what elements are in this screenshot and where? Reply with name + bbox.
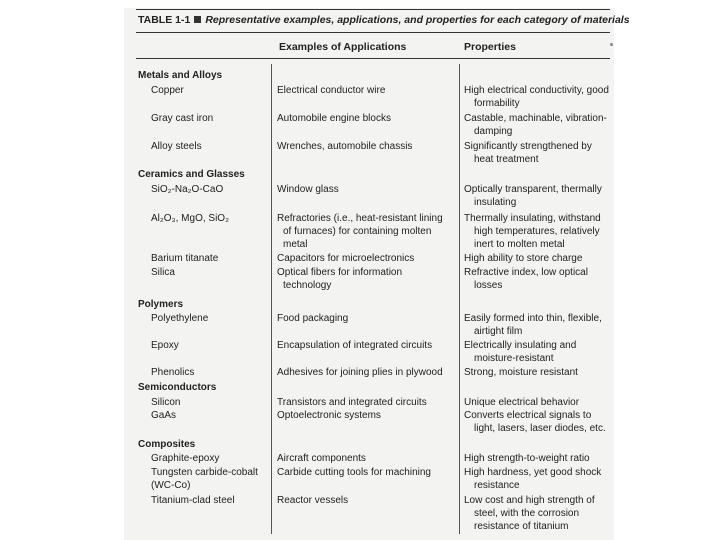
caption-rule <box>136 32 610 33</box>
application-cell: Food packaging <box>277 313 349 324</box>
application-cell: Adhesives for joining plies in plywood <box>277 367 443 378</box>
properties-cell: steel, with the corrosion <box>474 508 580 519</box>
table-caption <box>138 14 630 26</box>
properties-cell: inert to molten metal <box>474 239 565 250</box>
material-cell: Silica <box>151 267 175 278</box>
properties-cell: damping <box>474 126 513 137</box>
application-cell: Capacitors for microelectronics <box>277 253 415 264</box>
material-cell: Gray cast iron <box>151 113 214 124</box>
application-cell: metal <box>283 239 308 250</box>
material-cell: Polyethylene <box>151 313 209 324</box>
properties-cell: Castable, machinable, vibration- <box>464 113 607 124</box>
material-cell: (WC-Co) <box>151 480 191 491</box>
application-cell: Transistors and integrated circuits <box>277 397 427 408</box>
category-heading: Metals and Alloys <box>138 70 223 81</box>
material-cell: Silicon <box>151 397 181 408</box>
properties-cell: High strength-to-weight ratio <box>464 453 590 464</box>
properties-cell: resistance <box>474 480 520 491</box>
application-cell: Optoelectronic systems <box>277 410 381 421</box>
properties-cell: High ability to store charge <box>464 253 583 264</box>
header-properties: Properties <box>464 41 516 53</box>
application-cell: of furnaces) for containing molten <box>283 226 432 237</box>
material-cell: Al₂O₃, MgO, SiO₂ <box>151 213 229 224</box>
material-cell: Epoxy <box>151 340 179 351</box>
properties-cell: moisture-resistant <box>474 353 554 364</box>
properties-cell: heat treatment <box>474 154 539 165</box>
properties-cell: losses <box>474 280 503 291</box>
application-cell: technology <box>283 280 332 291</box>
category-heading: Ceramics and Glasses <box>138 169 245 180</box>
material-cell: Titanium-clad steel <box>151 495 235 506</box>
properties-cell: formability <box>474 98 520 109</box>
material-cell: Copper <box>151 85 184 96</box>
properties-cell: Refractive index, low optical <box>464 267 588 278</box>
header-rule <box>136 58 610 59</box>
column-divider-2 <box>459 64 460 534</box>
properties-cell: Optically transparent, thermally <box>464 184 602 195</box>
properties-cell: insulating <box>474 197 517 208</box>
column-divider-1 <box>271 64 272 534</box>
application-cell: Refractories (i.e., heat-resistant lining <box>277 213 443 224</box>
material-cell: Graphite-epoxy <box>151 453 220 464</box>
table-title: Representative examples, applications, and properties for each category of materials <box>205 14 630 26</box>
top-rule <box>136 9 610 10</box>
properties-cell: light, lasers, laser diodes, etc. <box>474 423 606 434</box>
table-number: TABLE 1-1 <box>138 14 191 26</box>
properties-cell: Strong, moisture resistant <box>464 367 578 378</box>
properties-cell: Easily formed into thin, flexible, <box>464 313 602 324</box>
header-applications: Examples of Applications <box>279 41 407 53</box>
category-heading: Composites <box>138 439 196 450</box>
application-cell: Automobile engine blocks <box>277 113 391 124</box>
category-heading: Semiconductors <box>138 382 217 393</box>
properties-cell: Unique electrical behavior <box>464 397 580 408</box>
material-cell: Barium titanate <box>151 253 219 264</box>
material-cell: Phenolics <box>151 367 195 378</box>
properties-cell: Low cost and high strength of <box>464 495 595 506</box>
application-cell: Carbide cutting tools for machining <box>277 467 431 478</box>
properties-cell: Converts electrical signals to <box>464 410 592 421</box>
properties-cell: airtight film <box>474 326 523 337</box>
properties-cell: Thermally insulating, withstand <box>464 213 601 224</box>
properties-cell: resistance of titanium <box>474 521 569 532</box>
application-cell: Optical fibers for information <box>277 267 403 278</box>
material-cell: GaAs <box>151 410 177 421</box>
speck <box>610 43 613 46</box>
properties-cell: High hardness, yet good shock <box>464 467 602 478</box>
application-cell: Encapsulation of integrated circuits <box>277 340 433 351</box>
material-cell: Alloy steels <box>151 141 202 152</box>
application-cell: Aircraft components <box>277 453 366 464</box>
category-heading: Polymers <box>138 299 184 310</box>
properties-cell: Significantly strengthened by <box>464 141 592 152</box>
material-cell: SiO₂-Na₂O-CaO <box>151 184 224 195</box>
properties-cell: High electrical conductivity, good <box>464 85 609 96</box>
application-cell: Electrical conductor wire <box>277 85 386 96</box>
material-cell: Tungsten carbide-cobalt <box>151 467 258 478</box>
application-cell: Reactor vessels <box>277 495 349 506</box>
square-bullet-icon <box>194 16 201 23</box>
properties-cell: Electrically insulating and <box>464 340 577 351</box>
application-cell: Window glass <box>277 184 339 195</box>
properties-cell: high temperatures, relatively <box>474 226 600 237</box>
application-cell: Wrenches, automobile chassis <box>277 141 413 152</box>
